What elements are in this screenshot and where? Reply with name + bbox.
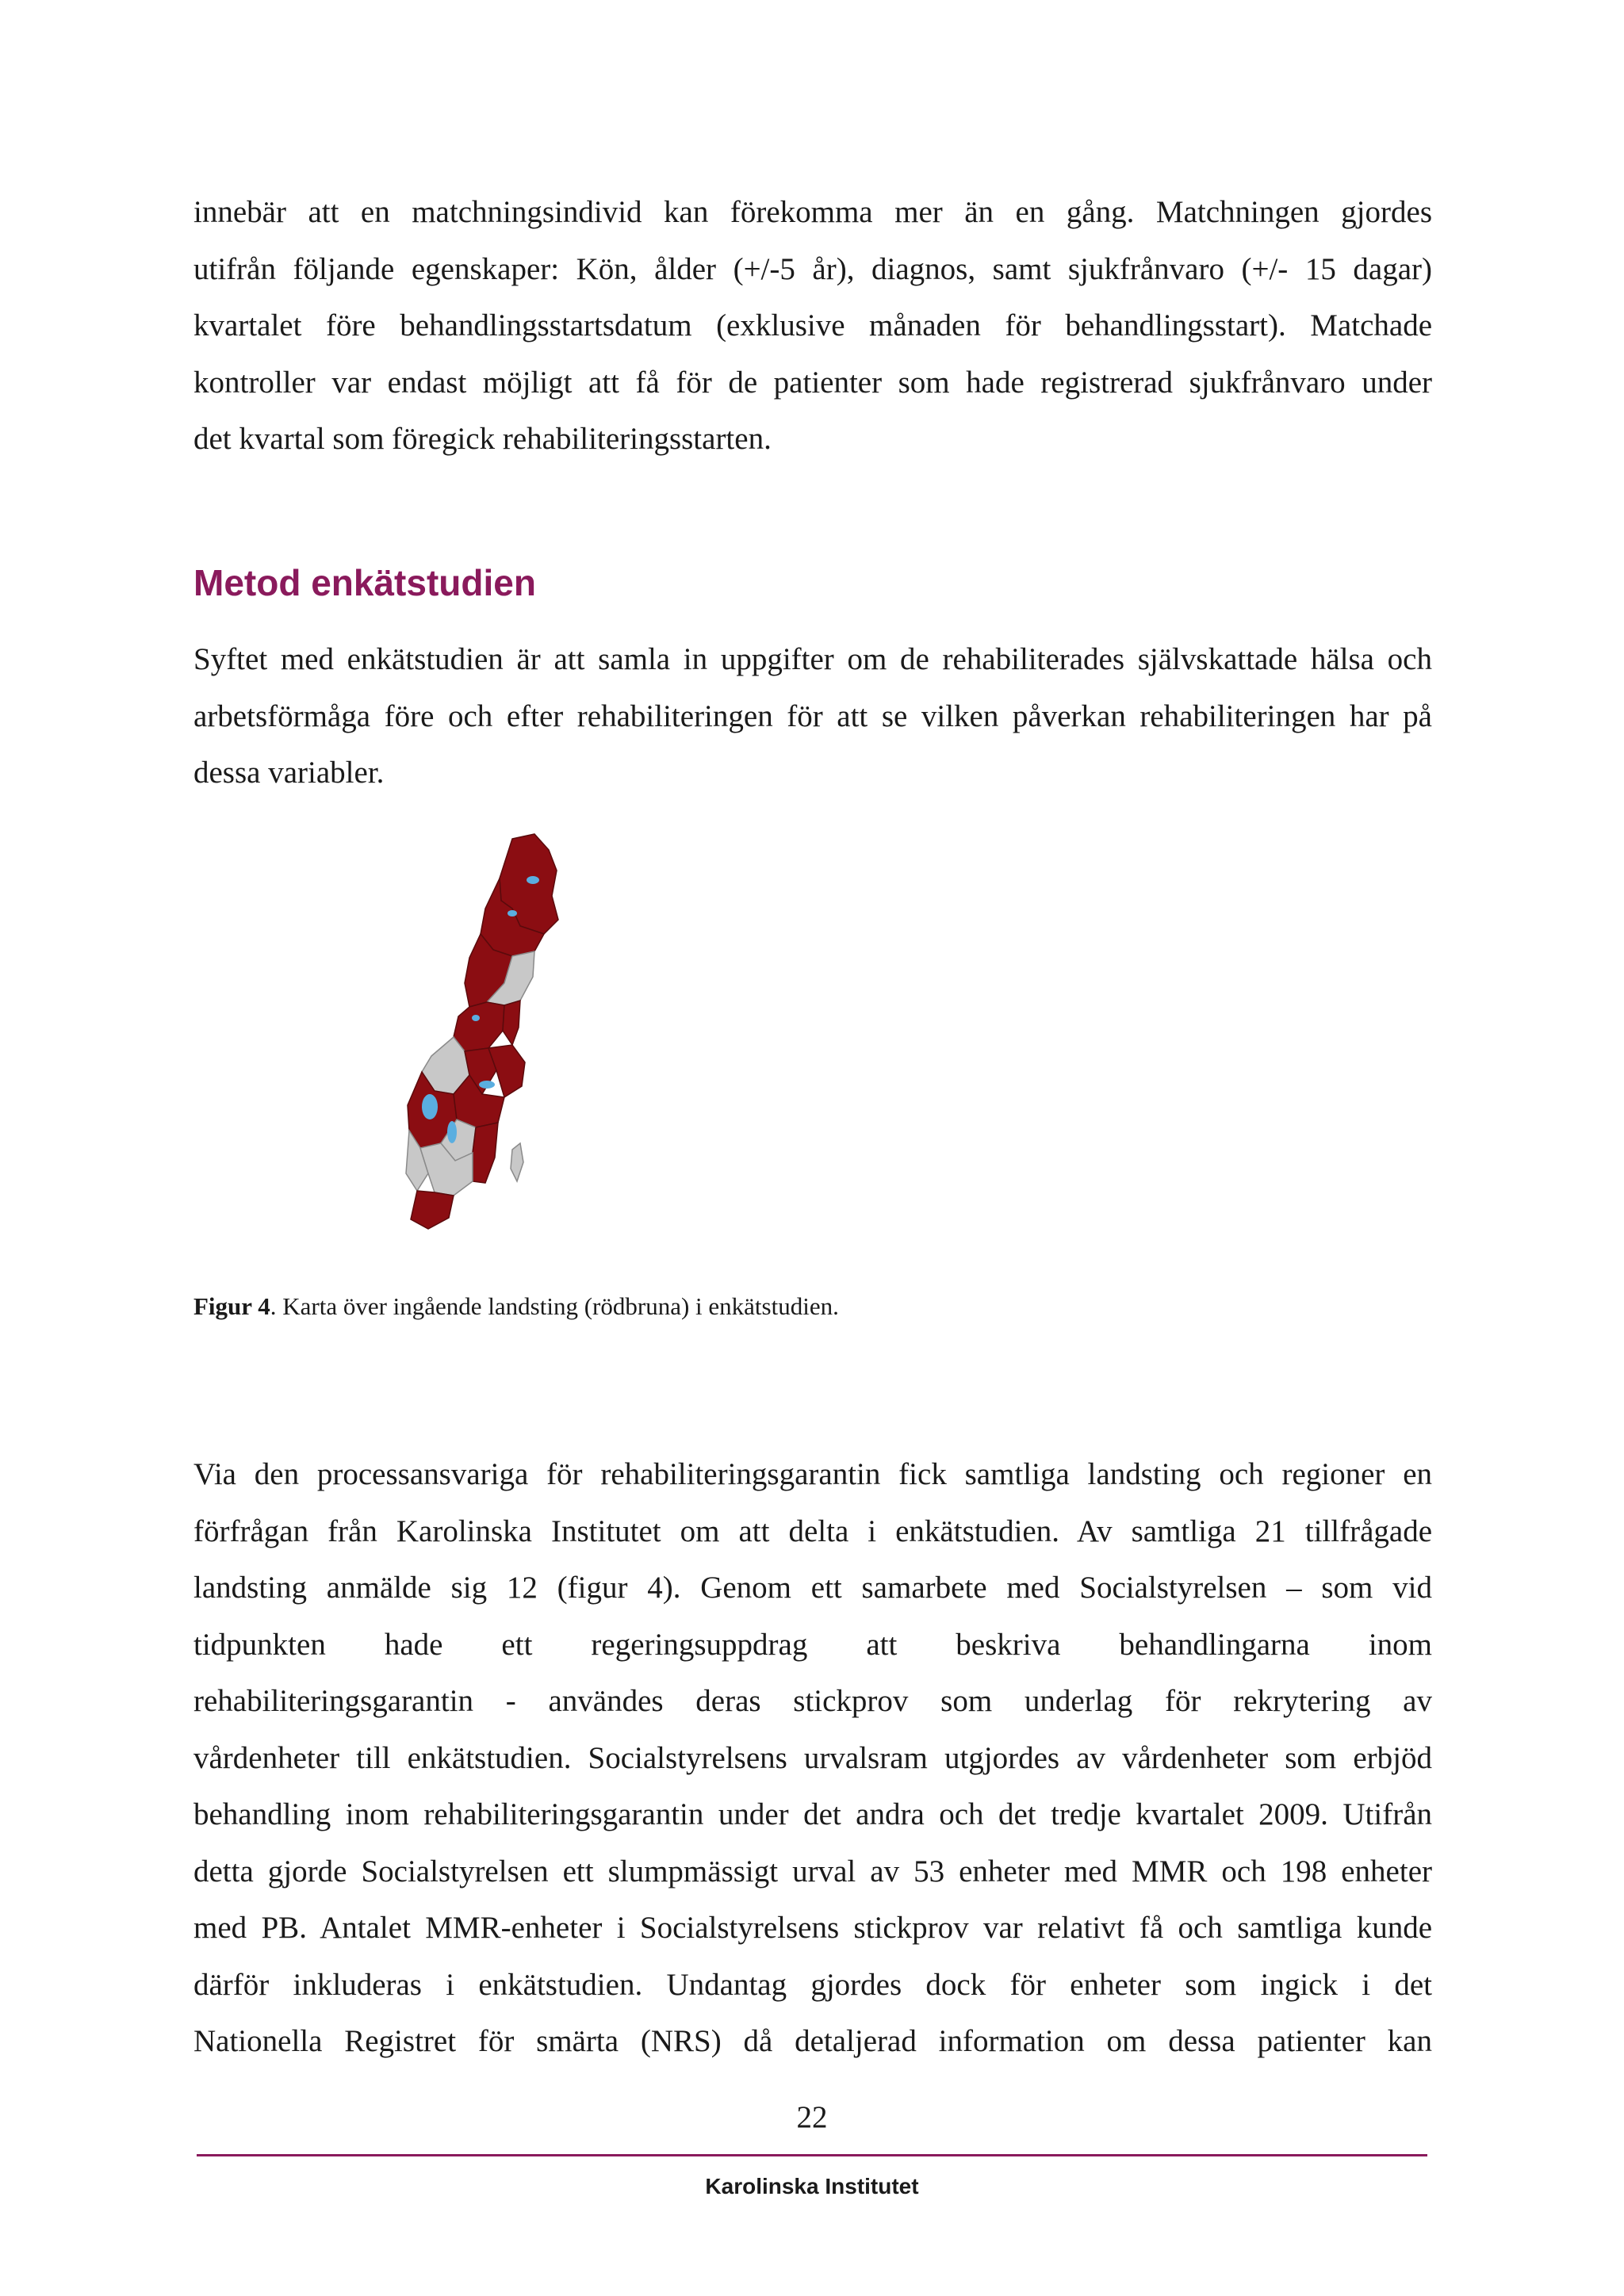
text-line: Syftet med enkätstudien är att samla in uppgifter om de rehabiliterades självskattade hälsa och — [193, 642, 1432, 676]
footer-institution: Karolinska Institutet — [705, 2174, 919, 2198]
figure-caption — [193, 1292, 839, 1321]
map-region-gotland — [511, 1143, 523, 1181]
text-line: förfrågan från Karolinska Institutet om att delta i enkätstudien. Av samtliga 21 tillfrågade — [193, 1513, 1432, 1548]
map-lake — [527, 876, 539, 884]
text-line: Nationella Registret för smärta (NRS) då detaljerad information om dessa patienter kan — [193, 2024, 1432, 2058]
text-line: utifrån följande egenskaper: Kön, ålder (+/-5 år), diagnos, samt sjukfrånvaro (+/- 15 dagar) — [193, 251, 1432, 286]
page-number: 22 — [796, 2100, 828, 2134]
map-lake — [447, 1121, 457, 1143]
text-line: kvartalet före behandlingsstartsdatum (exklusive månaden för behandlingsstart). Matchade — [193, 308, 1432, 342]
text-line: arbetsförmåga före och efter rehabiliteringen för att se vilken påverkan rehabiliteringen har på — [193, 698, 1432, 733]
footer-divider — [197, 2154, 1427, 2156]
text-line: dessa variabler. — [193, 756, 385, 790]
text-line: landsting anmälde sig 12 (figur 4). Genom ett samarbete med Socialstyrelsen – som vid — [193, 1571, 1432, 1605]
paragraph-recruitment — [193, 1446, 1432, 2070]
text-line: behandling inom rehabiliteringsgarantin under det andra och det tredje kvartalet 2009. Utifrån — [193, 1797, 1432, 1831]
text-line: detta gjorde Socialstyrelsen ett slumpmässigt urval av 53 enheter med MMR och 198 enheter — [193, 1854, 1432, 1888]
caption-label: Figur 4 — [193, 1292, 270, 1320]
text-line: med PB. Antalet MMR-enheter i Socialstyrelsens stickprov var relativt få och samtliga kunde — [193, 1911, 1432, 1945]
map-region-gavleborg — [503, 1001, 520, 1045]
text-line: innebär att en matchningsindivid kan förekomma mer än en gång. Matchningen gjordes — [193, 195, 1432, 229]
map-region-dalarna — [454, 1002, 504, 1051]
text-line: kontroller var endast möjligt att få för de patienter som hade registrerad sjukfrånvaro under — [193, 365, 1432, 400]
map-lake — [422, 1094, 438, 1119]
section-heading: Metod enkätstudien — [193, 562, 536, 603]
text-line: rehabiliteringsgarantin - användes deras stickprov som underlag för rekrytering av — [193, 1684, 1432, 1718]
map-lake — [472, 1015, 480, 1021]
text-line: det kvartal som föregick rehabiliteringsstarten. — [193, 422, 772, 456]
text-line: vårdenheter till enkätstudien. Socialstyrelsens urvalsram utgjordes av vårdenheter som erbjöd — [193, 1740, 1432, 1775]
text-line: Via den processansvariga för rehabiliteringsgarantin fick samtliga landsting och regioner en — [193, 1457, 1432, 1491]
text-line: tidpunkten hade ett regeringsuppdrag att beskriva behandlingarna inom — [193, 1627, 1432, 1662]
map-region-kalmar — [473, 1123, 498, 1183]
paragraph-purpose — [193, 631, 1432, 802]
sweden-map-figure — [393, 832, 615, 1245]
map-lake — [479, 1081, 495, 1089]
paragraph-matching — [193, 184, 1432, 468]
map-lake — [508, 910, 517, 916]
map-region-skane — [411, 1191, 454, 1229]
caption-text: . Karta över ingående landsting (rödbruna) i enkätstudien. — [270, 1292, 839, 1320]
text-line: därför inkluderas i enkätstudien. Undantag gjordes dock för enheter som ingick i det — [193, 1967, 1432, 2002]
